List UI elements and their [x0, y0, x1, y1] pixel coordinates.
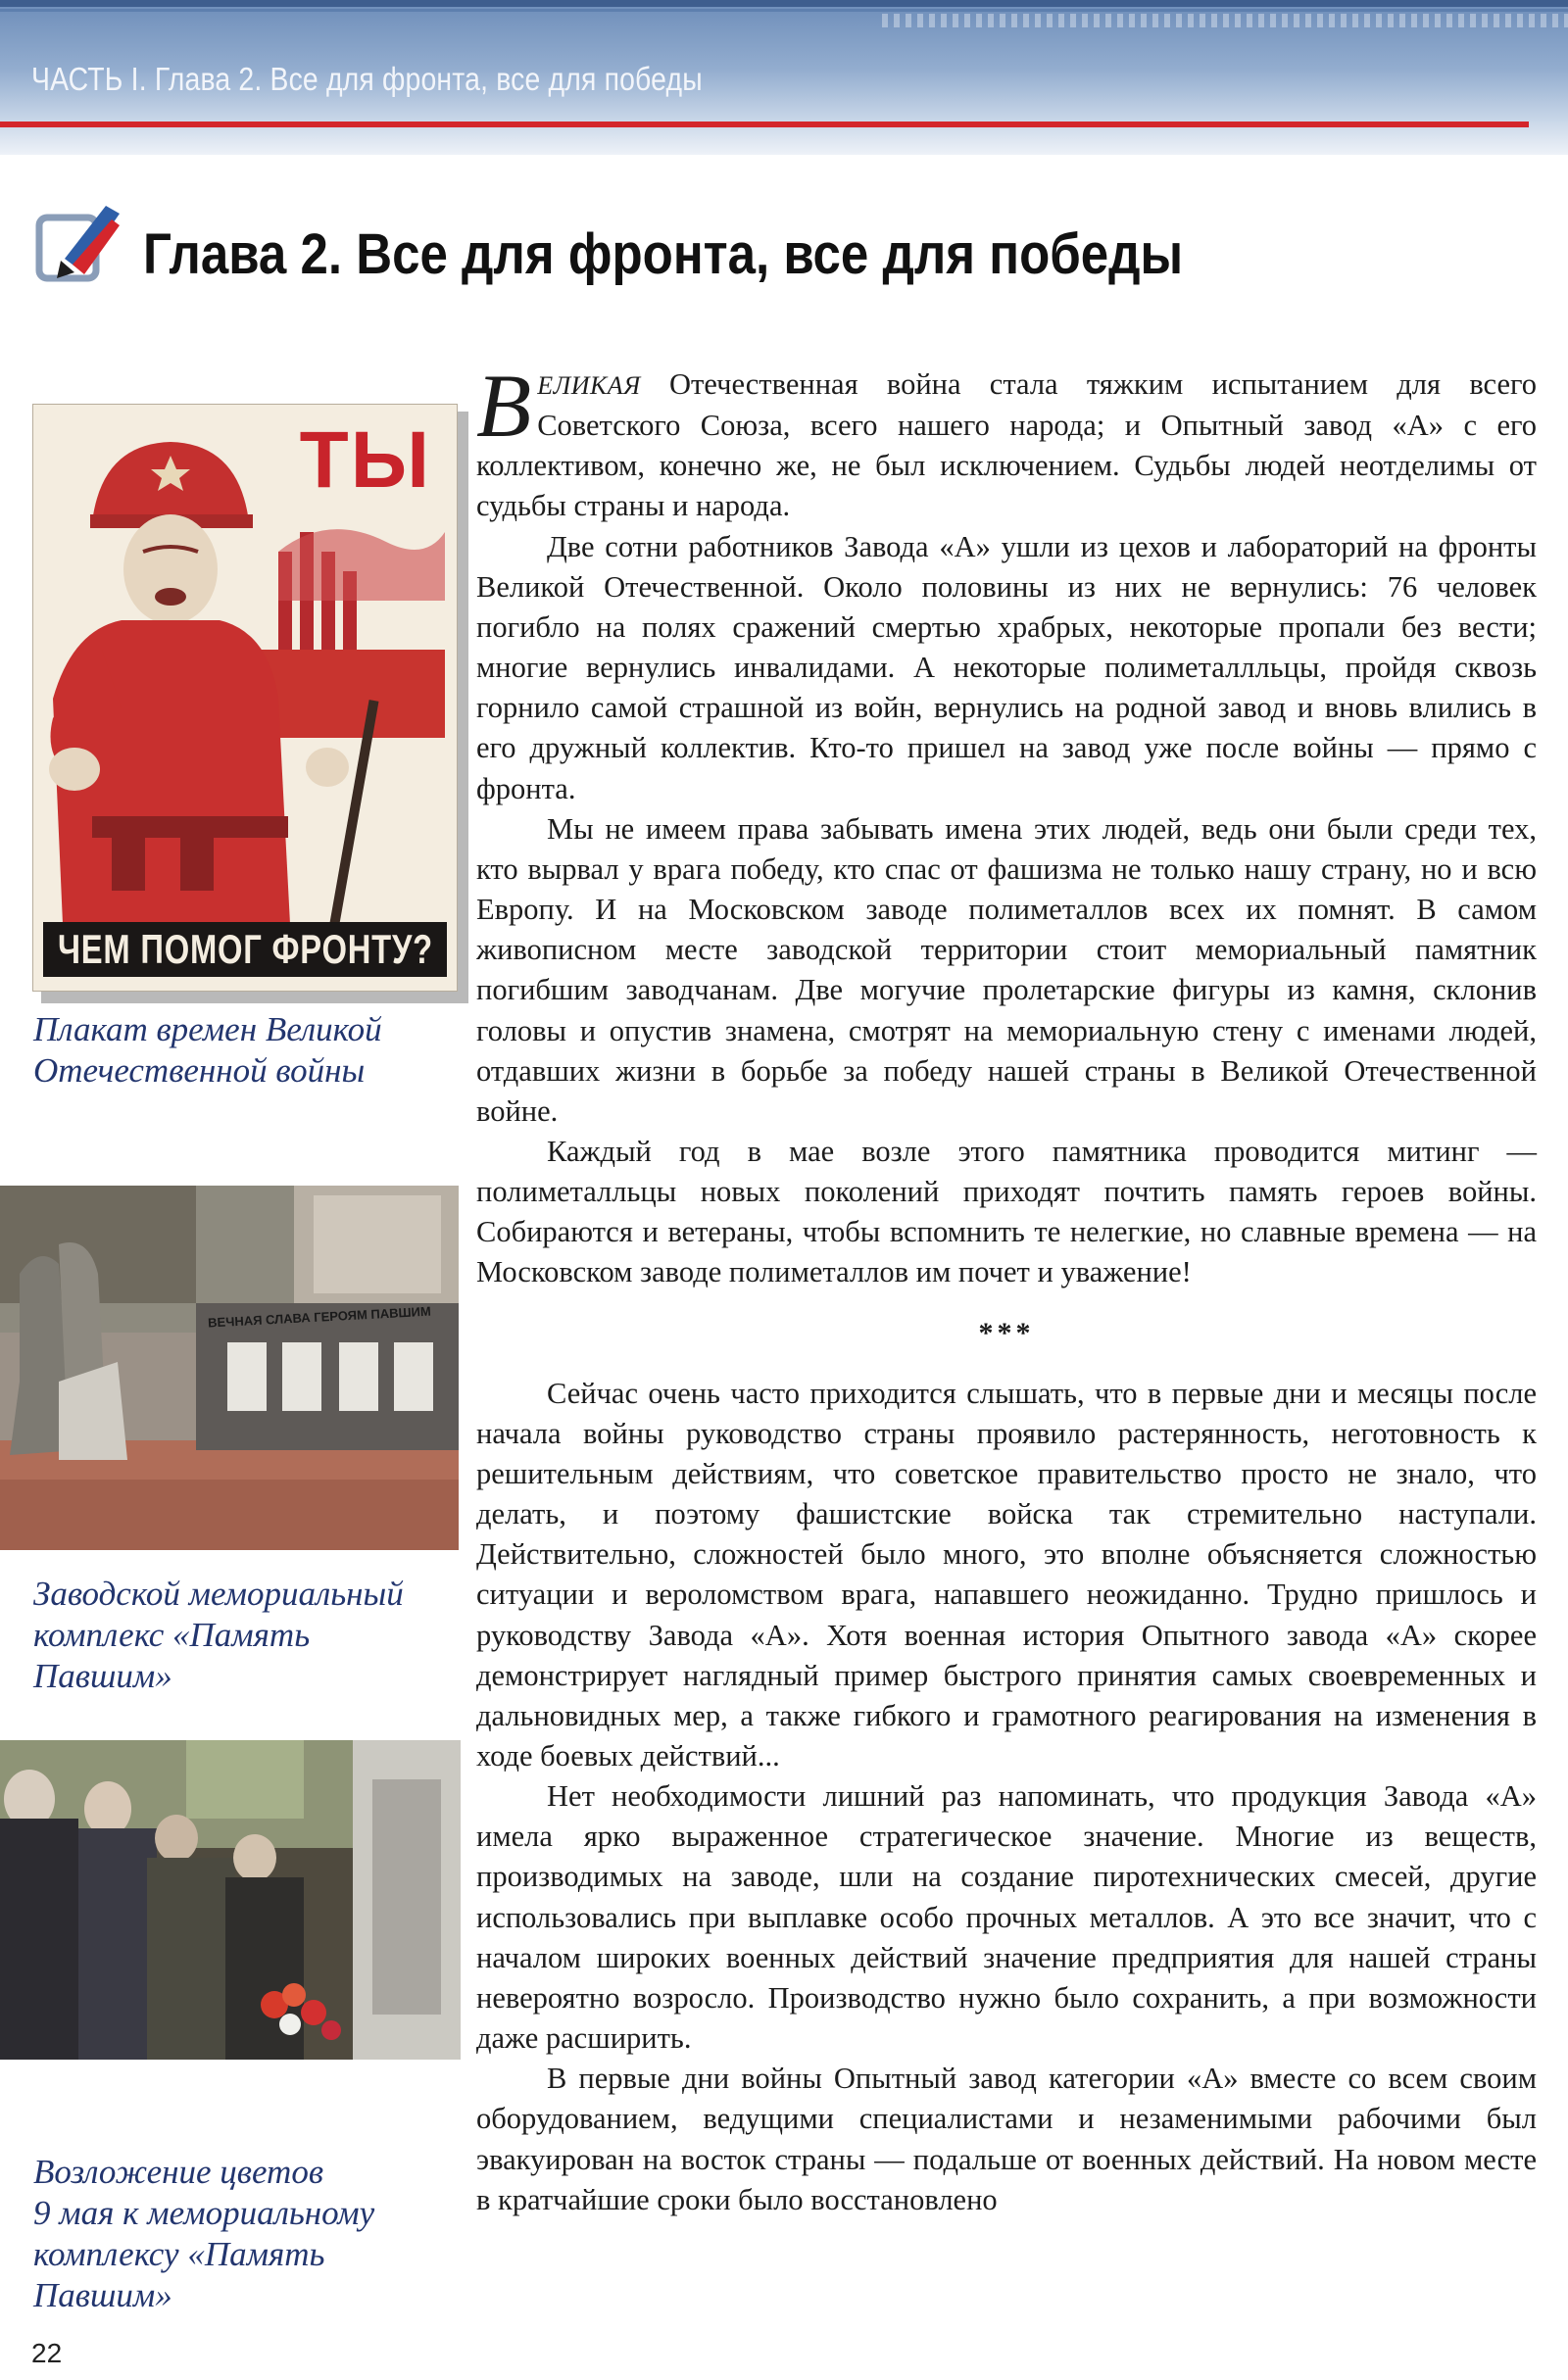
paragraph: Мы не имеем права забывать имена этих людей, ведь они были среди тех, кто вырвал у врага победу, кто спас от фашизма не только нашу страну, но и всю Европу. И на Московском заводе полиметаллов всех их помнят. В самом живописном месте заводской территории стоит мемориальный памятник погибшим заводчанам. Две могучие пролетарские фигуры из камня, склонив головы и опустив знамена, смотрят на мемориальную стену с именами людей, отдавших жизни в борьбе за победу нашей страны в Великой Отечественной войне.: [476, 811, 1537, 1128]
paragraph: Каждый год в мае возле этого памятника проводится митинг — полиметалльцы новых поколений приходят почтить память героев войны. Собираются и ветераны, чтобы вспомнить те нелегкие, но славные времена — на Московском заводе полиметаллов им почет и уважение!: [476, 1134, 1537, 1289]
lead-text: Отечественная война стала тяжким испытанием для всего Советского Союза, всего нашего народа; и Опытный завод «А» с его коллективом, конечно же, не был исключением. Судьбы людей неотделимы от судьбы страны и народа.: [476, 367, 1537, 523]
poster-banner-text: ЧЕМ ПОМОГ ФРОНТУ?: [57, 926, 433, 972]
memorial-caption: [33, 1574, 404, 1697]
caption-line: Возложение цветов: [33, 2153, 324, 2191]
header-stripe: [0, 0, 1568, 7]
caption-line: Павшим»: [33, 2276, 172, 2314]
page-number: 22: [31, 2338, 63, 2368]
war-poster-image: [32, 404, 458, 992]
poster-headline: ТЫ: [299, 415, 431, 505]
caption-line: Заводской мемориальный: [33, 1575, 404, 1613]
caption-line: Павшим»: [33, 1657, 172, 1695]
pen-in-box-icon: [35, 200, 123, 284]
header-stripe-thin: [0, 9, 1568, 12]
flower-laying-photo: [0, 1740, 461, 2060]
caption-line: 9 мая к мемориальному: [33, 2194, 375, 2232]
header-stripe-dotted: [882, 14, 1568, 27]
running-head: ЧАСТЬ I. Глава 2. Все для фронта, все для победы: [31, 61, 703, 97]
running-header-band: [0, 0, 1568, 155]
memorial-plaque-text: ВЕЧНАЯ СЛАВА ГЕРОЯМ ПАВШИМ: [207, 1303, 432, 1331]
paragraph: Нет необходимости лишний раз напоминать, что продукция Завода «А» имела ярко выраженное стратегическое значение. Многие из веществ, производимых на заводе, шли на создание пиротехнических смесей, другие использовались при выплавке особо прочных металлов. А это все значит, что с началом широких военных действий значение предприятия для нашей страны невероятно возросло. Производство нужно было сохранить, а при возможности даже расширить.: [476, 1779, 1537, 2056]
paragraph: Две сотни работников Завода «А» ушли из цехов и лабораторий на фронты Великой Отечественной. Около половины из них не вернулись: 76 человек погибло на полях сражений смертью храбрых, некоторые пропали без вести; многие вернулись инвалидами. А некоторые полиметаллльцы, пройдя сквозь горнило самой страшной из войн, вернулись на родной завод и вновь влились в его дружный коллектив. Кто-то пришел на завод уже после войны — прямо с фронта.: [476, 529, 1537, 805]
flowers-caption: [33, 2152, 374, 2316]
paragraph: Сейчас очень часто приходится слышать, что в первые дни и месяцы после начала войны руководство страны проявило растерянность, неготовность к решительным действиям, что советское правительство просто не знало, что делать, и поэтому фашистские войска так стремительно наступали. Действительно, сложностей было много, это вполне объясняется сложностью ситуации и вероломством врага, напавшего неожиданно. Трудно пришлось и руководству Завода «А». Хотя военная история Опытного завода «А» скорее демонстрирует наглядный пример быстрого принятия самых своевременных и дальновидных мер, а также гибкого и грамотного реагирования на изменения в ходе боевых действий...: [476, 1376, 1537, 1773]
paragraph: В первые дни войны Опытный завод категории «А» вместе со всем своим оборудованием, ведущими специалистами и незаменимыми рабочими был эвакуирован на восток страны — подальше от военных действий. На новом месте в кратчайшие сроки было восстановлено: [476, 2062, 1537, 2216]
chapter-title: Глава 2. Все для фронта, все для победы: [143, 222, 1184, 286]
lead-smallcaps: ЕЛИКАЯ: [537, 371, 641, 400]
memorial-photo: [0, 1186, 459, 1550]
header-red-rule: [0, 121, 1529, 127]
caption-line: Отечественной войны: [33, 1051, 366, 1090]
caption-line: комплексу «Память: [33, 2235, 325, 2273]
section-separator: ***: [978, 1316, 1035, 1349]
drop-cap: В: [476, 356, 532, 456]
lead-paragraph: [476, 356, 1537, 527]
poster-banner: [43, 922, 447, 977]
poster-caption: [33, 1009, 382, 1092]
caption-line: Плакат времен Великой: [33, 1010, 382, 1048]
article-body: [476, 356, 1537, 2220]
caption-line: комплекс «Память: [33, 1616, 311, 1654]
